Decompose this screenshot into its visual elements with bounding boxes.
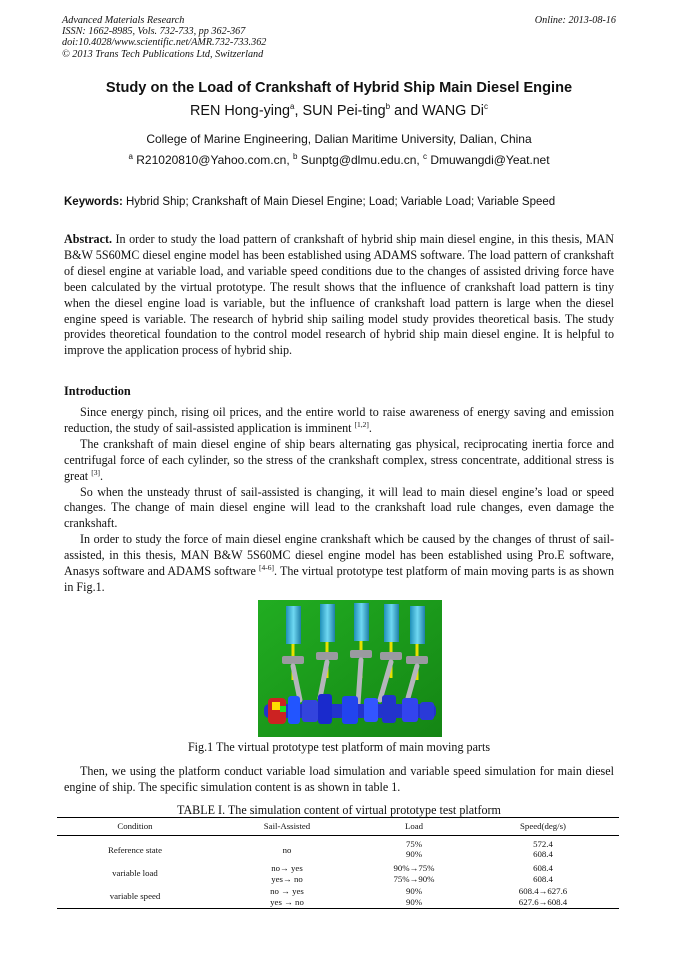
journal-meta (62, 15, 266, 60)
journal-name: Advanced Materials Research (62, 15, 185, 26)
table-cell: 608.4 608.4 (533, 863, 553, 884)
table-cell: 608.4→627.6 627.6→608.4 (467, 885, 619, 909)
author-name: REN Hong-ying (190, 103, 291, 119)
paper-title: Study on the Load of Crankshaft of Hybrid Ship Main Diesel Engine (105, 80, 573, 96)
crankshaft-figure (258, 600, 442, 737)
paragraph: So when the unsteady thrust of sail-assisted is changing, it will lead to main diesel engine’s load or speed changes. The change of main diesel engine will lead to the crankshaft load rule changes, even damage the crankshaft. (64, 484, 614, 531)
keywords-label: Keywords: (64, 196, 123, 208)
table-header: Condition (57, 818, 213, 836)
citation[interactable]: [3] (91, 467, 100, 477)
author-sup: b (385, 102, 391, 112)
table-row (57, 836, 619, 863)
table-cell: Reference state (108, 845, 162, 856)
section-heading: Introduction (64, 384, 131, 398)
table-cell: variable load (112, 868, 158, 879)
table-cell: 90%→75% 75%→90% (393, 863, 435, 884)
figure-caption: Fig.1 The virtual prototype test platform of main moving parts (187, 740, 491, 754)
table-caption: TABLE I. The simulation content of virtual prototype test platform (177, 803, 501, 817)
post-figure-text (64, 764, 614, 796)
table-cell: variable speed (57, 885, 213, 909)
online-date: Online: 2013-08-16 (534, 15, 616, 26)
table-header: Speed(deg/s) (467, 818, 619, 836)
paragraph: The crankshaft of main diesel engine of ship bears alternating gas physical, reciprocating inertia force and centrifugal force of each cylinder, so the stress of the crankshaft complex, stress concentrate, additional stress is great [3]. (64, 436, 614, 483)
affiliation: College of Marine Engineering, Dalian Maritime University, Dalian, China (146, 132, 532, 146)
table-cell: no → yes yes → no (213, 885, 361, 909)
email-list: $^a$ R21020810@Yahoo.com.cn, $^b$ Sunptg@dlmu.edu.cn, $^c$ Dmuwangdi@Yeat.net (128, 152, 550, 167)
email-address[interactable]: Dmuwangdi@Yeat.net (430, 153, 550, 167)
crankshaft-shape (264, 694, 436, 724)
author-sup: a (290, 102, 295, 112)
paragraph: Then, we using the platform conduct variable load simulation and variable speed simulation for main diesel engine of ship. The specific simulation content is as shown in table 1. (64, 764, 614, 794)
table-header: Load (361, 818, 467, 836)
email-address[interactable]: Sunptg@dlmu.edu.cn (300, 153, 417, 167)
table-header: Sail-Assisted (213, 818, 361, 836)
table-row (57, 862, 619, 885)
citation[interactable]: [1,2] (354, 419, 369, 429)
table-cell: 75% 90% (405, 838, 423, 859)
table-cell: no (282, 845, 292, 856)
paragraph: Since energy pinch, rising oil prices, and the entire world to raise awareness of energy saving and emission reduction, the study of sail-assisted application is imminent [1,2]. (64, 405, 614, 435)
table-cell: no→ yes yes→ no (271, 863, 303, 884)
author-name: SUN Pei-ting (302, 103, 386, 119)
journal-copyright: © 2013 Trans Tech Publications Ltd, Switzerland (62, 48, 264, 60)
journal-doi: doi:10.4028/www.scientific.net/AMR.732-733.362 (62, 37, 267, 49)
table-row (57, 885, 619, 909)
author-name: WANG Di (422, 103, 484, 119)
abstract (64, 232, 614, 359)
simulation-table (57, 817, 619, 909)
table-cell: 572.4 608.4 (533, 838, 553, 859)
table-cell: 90% 90% (361, 885, 467, 909)
author-list: REN Hong-ying$^a$, SUN Pei-ting$^b$ and WANG Di$^c$ (190, 102, 488, 119)
email-address[interactable]: R21020810@Yahoo.com.cn (136, 153, 287, 167)
introduction-body (64, 405, 614, 596)
paragraph: In order to study the force of main diesel engine crankshaft which be caused by the changes of thrust of sail-assisted, in this thesis, MAN B&W 5S60MC diesel engine model has been established using Pro.E software, Anasys software and ADAMS software [4-6]. The virtual prototype test platform of main moving parts is as shown in Fig.1. (64, 532, 614, 594)
journal-issn: ISSN: 1662-8985, Vols. 732-733, pp 362-367 (62, 26, 246, 38)
author-sup: c (483, 102, 488, 112)
abstract-label: Abstract. (64, 232, 113, 246)
citation[interactable]: [4-6] (259, 563, 275, 573)
keywords (64, 196, 624, 208)
table-header-row (57, 818, 619, 836)
abstract-text: In order to study the load pattern of crankshaft of hybrid ship main diesel engine, in this thesis, MAN B&W 5S60MC diesel engine model has been established using ADAMS software. The load pattern of crankshaft of diesel engine at variable load, and variable speed conditions due to the changes of assisted driving force have been calculated by the virtual prototype. The result shows that the influence of crankshaft load pattern is tiny when the diesel engine load is variable, but the influence of crankshaft load pattern is large when the diesel engine speed is variable. The research of hybrid ship sailing model study provides theoretical basis. The study provides theoretical foundation to the control model research of hybrid ship main diesel engine. It is helpful to improve the application process of hybrid ship. (64, 232, 614, 358)
keywords-text: Hybrid Ship; Crankshaft of Main Diesel Engine; Load; Variable Load; Variable Speed (126, 196, 556, 208)
